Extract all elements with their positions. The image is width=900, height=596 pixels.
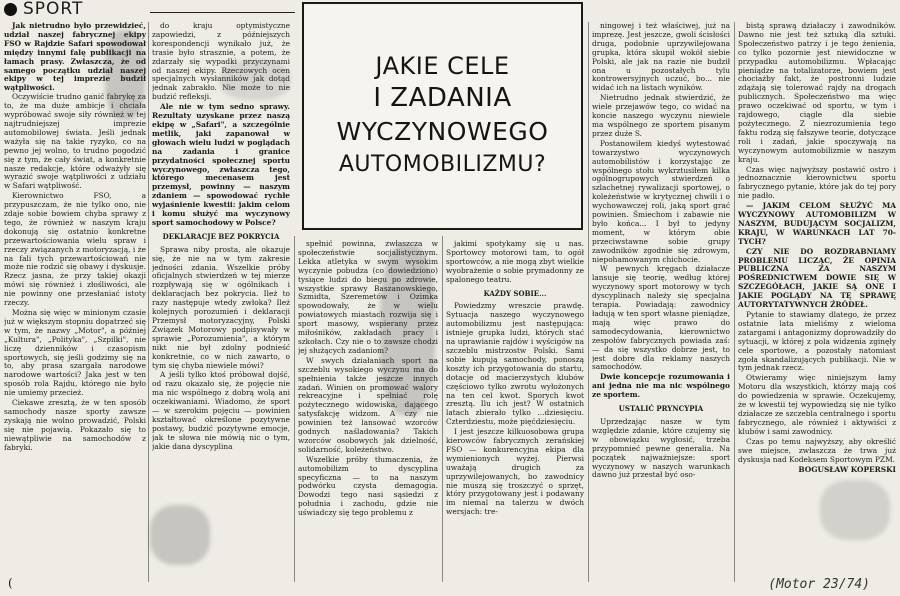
- column-divider: [588, 22, 589, 582]
- paragraph: spełnić powinna, zwłaszcza w społeczeństwie socjalistycznym. Lekka atletyka w swym wysokim wyczynie pobudza (co dowiedziono) tysiące ludzi do biegu po zdrowie, wszystkie sprawy Baszanowskiego, Szmidta, Szeremetów i Ozimka spowodowały, że w wielu powiatowych miastach rozwija się i sport masowy, wspierany przez miłośników, zakładach pracy i szkołach. Czy nie o to zawsze chodzi jej służących zadaniom?: [298, 240, 438, 355]
- paragraph: Ciekawe zresztą, że w ten sposób samochody nasze sporty zawsze zyskają nie wolno prowadzić, Polski się nie pojawią. Pokazało się to niewątpliwie na samochodów z fabryki.: [4, 398, 146, 452]
- paragraph: Oczywiście trudno ganić fabrykę za to, że ma duże ambicje i chciała wypróbować swoje siły również w tej najtrudniejszej imprezie automobilowej świata. Jeśli jednak ważyła się na takie ryzyko, co na pewno jej wolno, to trudno pogodzić się z tym, że cały świat, a konkretnie nasze redakcje, które odważyły się wyrazić swoje wątpliwości z udziału w Safari wątpliwość.: [4, 92, 146, 191]
- handwritten-source-note: (Motor 23/74): [768, 577, 870, 592]
- paragraph: W swych działaniach sport na szczeblu wysokiego wyczynu ma do spełnienia także jeszcze innych zadań. Winien on promować walory rekreacyjne i spełniać rolę pożytecznego widowiska, dającego satysfakcję widzom. A czy nie powinien też lansować wzorców godnych naśladowania? Takich wzorców osobowych jak dzielność, solidarność, koleżeństwo.: [298, 355, 438, 454]
- paragraph: Wszelkie próby tłumaczenia, że automobilizm to dyscyplina specyficzna — to na naszym podwórku czysta demagogia. Dowodzi tego nasi sąsiedzi z południa i zachodu, gdzie nie uświadczy się tego problemu z: [298, 454, 438, 518]
- question-paragraph: — JAKIM CELOM SŁUŻYĆ MA WYCZYNOWY AUTOMOBILIZM W NASZYM, BUDUJĄCYM SOCJALIZM, KRAJU, W WARUNKACH LAT 70-TYCH?: [738, 201, 896, 246]
- column-divider: [148, 22, 149, 582]
- scan-smudge: [150, 505, 210, 565]
- scan-smudge: [105, 30, 145, 120]
- lead-paragraph: Jak nietrudno było przewidzieć, udział naszej fabrycznej ekipy FSO w Rajdzie Safari spowodował między innymi falę publikacji na łamach prasy. Zwłaszcza, że od samego początku udział naszej ekipy w tej imprezie budził wątpliwości.: [4, 22, 146, 93]
- section-name: SPORT: [23, 0, 84, 19]
- headline-box: [302, 2, 583, 230]
- scan-smudge: [380, 245, 435, 415]
- column-divider: [442, 236, 443, 582]
- subheading: USTALIĆ PRYNCYPIA: [618, 404, 704, 414]
- headline-line-4: AUTOMOBILIZMU?: [338, 152, 547, 177]
- headline-line-3: WYCZYNOWEGO: [336, 117, 549, 146]
- paragraph: bistą sprawą działaczy i zawodników. Dawno nie jest też sztuką dla sztuki. Społeczeństwo patrzy i je tego żenienia, co tylko pozornie jest niewidoczne w przypadku automobilizmu. Wpłacając pieniądze na totalizatorze, bowiem jest chociażby fakt, że postronni ludzie zdążają się tolerować rajdy na drogach publicznych. Społeczeństwo ma więc prawo oczekiwać od sportu, w tym i rajdowego, ciągle dla siebie pożytecznego. Z niezrozumienia tego faktu rodzą się fałszywe teorie, dotyczące roli i zadań, jakie spoczywają na wyczynowym automobilizmie w naszym kraju.: [738, 22, 896, 164]
- paragraph: A jeśli tylko ktoś próbował dojść, od razu okazało się, że pojęcie nie ma nic wspólnego z dobrą wolą ani oczekiwaniami. Wiadomo, że sport — w szerokim pojęciu — powinien kształtować określone pozytywne postawy, budzić pozytywne emocje, jak te słowa nie mówią nic o tym, jakie dana dyscyplina: [152, 370, 290, 451]
- margin-mark: (: [8, 576, 13, 590]
- column-divider: [294, 236, 295, 582]
- bullet-icon: [4, 3, 17, 16]
- paragraph: Uprzedzając nasze w tym względzie zdanie, które czujemy się w obowiązku wygłosić, trzeba przypomnieć pewne generalia. Na początek najważniejsze: sport wyczynowy w naszych warunkach dawno już przestał być oso-: [592, 416, 730, 480]
- paragraph: Kierownictwo FSO, a przypuszczam, że nie tylko ono, nie zdaje sobie bowiem chyba sprawy z tego, że również w naszym kraju dokonują się ostatnio konkretne przewartościowania wielu spraw i rzeczy związanych z motoryzacją, i że na fali tych przewartościowań nie może nie rodzić się obawy i dyskusje. Rzecz jasna, że przy takiej okazji mówi się również i złośliwości, ale nie powinny one przesłaniać istoty rzeczy.: [4, 191, 146, 308]
- column-divider: [734, 22, 735, 582]
- paragraph: Postanowiłem kiedyś wytestować towarzystwo wyczynowych automobilistów i korzystając ze wspólnego stołu wykrztusiłem kilka ogólnogrupowych stwierdzeń o szlachetnej rywalizacji sportowej, o koleżeństwie w krytycznej chwili i o wychowawczej roli, jaką sport grać powinien. Śmiechom i zabawie nie było końca... I był to jedyny moment, w którym obie przeciwstawne sobie grupy zawodników zgodnie się zdrowym, niepohamowanym chichocie.: [592, 138, 730, 264]
- paragraph: jakimi spotykamy się u nas. Sportowcy motorowi tam, to ogół sportowców, a nie mogą zbyt wielkie wyobrażenie o sobie prymadonny ze spalonego teatru.: [446, 240, 584, 284]
- paragraph: Otwieramy więc niniejszym łamy Motoru dla wszystkich, którzy mają coś do powiedzenia w sprawie. Oczekujemy, że w kwestii tej wypowiedzą się nie tylko działacze ze szczebla centralnego i sportu fabrycznego, ale również i aktywiści z klubów i sami zawodnicy.: [738, 373, 896, 436]
- paragraph: Dwie koncepcje rozumowania i ani jedna nie ma nic wspólnego ze sportem.: [592, 372, 730, 400]
- article-column-4: [446, 240, 584, 575]
- paragraph: Pytanie to stawiamy dlatego, że przez ostatnie lata mieliśmy z wieloma zatargami i antagonizmy doprowadziły do sytuacji, w której z pola widzenia zginęły cele sportowe, a pozostały natomiast zgoła skandalizujących publikacji. Nie w tym jednak rzecz.: [738, 310, 896, 373]
- paragraph: I jest jeszcze kilkuosobowa grupa kierowców fabrycznych zerańskiej FSO — konkurencyjna ekipa dla wymienionych wyżej. Pierwsi uważają drugich za uprzywilejowanych, bo zawodnicy nie muszą się troszczyć o sprzęt, który przygotowany jest i podawany im niemal na talerzu w dwóch wersjach: tre-: [446, 427, 584, 517]
- subheading: DEKLARACJE BEZ POKRYCIA: [162, 231, 280, 241]
- paragraph: W pewnych kręgach działacze lansuje się teorię, według której wyczynowy sport motorowy w tych dyscyplinach należy się specjalna terapia. Powiadają: zawodnicy ładują w ten sport własne pieniądze, mają więc prawo do samodecydowania, kierownictwo zespołów fabrycznych powiada zaś: — da się wszystko dobrze jest, to jest dobre dla reklamy naszych samochodów.: [592, 264, 730, 372]
- paragraph: Można się więc w minionym czasie już w większym stopniu dopatrzeć się w tym, że nazwy „Motor", a później „Kultura", „Polityka", „Szpilki", nie liczę dzienników i czasopism sportowych, się jeśli godzimy się na to, aby prasa szargała narodowe narodowe wartości? Jaka jest w ten sposób rola Rajdu, którego nie było nie umiemy przecież.: [4, 308, 146, 398]
- paragraph: do kraju optymistyczne zapowiedzi, z późniejszych korespondencji wynikało już, że trasie było strasznie, a potem, że zdarzały się wypadki przyczynami od naszej ekipy. Rzeczowych ocen specjalnych wysłanników jak dotąd jednak zabrakło. Nie może to nie budzić refleksji.: [152, 22, 290, 102]
- question-paragraph: CZY NIE DO ROZDRABNIAMY PROBLEMU LICZĄC, ŻE OPINIA PUBLICZNA ZA NASZYM POŚREDNICTWEM DOWIE SIĘ W SZCZEGÓŁACH, JAKIE SĄ ONE I JAKIE POGLĄDY NA TĘ SPRAWĘ AUTORYTATYWNYCH ŹRÓDEŁ.: [738, 246, 896, 310]
- article-column-5: [592, 22, 730, 592]
- paragraph: Czas więc najwyższy postawić ostro i jednoznacznie kierownictwu sportu fabrycznego pytanie, które jak do tej pory nie padło.: [738, 164, 896, 201]
- paragraph: ningowej i też właściwej, już na imprezę. Jest jeszcze, gwoli ścisłości druga, podobnie uprzywilejowana grupka, która skupił wokół siebie Polski, ale jak na razie nie budził ona u pozostałych tylu kontrowersyjnych uczuć, bo... nie widać ich na listach wyników.: [592, 22, 730, 93]
- headline-line-1: JAKIE CELE: [375, 52, 510, 80]
- scan-smudge: [220, 60, 290, 100]
- section-rule: [150, 12, 295, 13]
- paragraph: Nietrudno jednak stwierdzić, że wiele przejawów tego, co widać na koncie naszego wyczynu niewiele ma wspólnego ze sportem pisanym przez duże S.: [592, 93, 730, 138]
- section-header: [4, 0, 144, 18]
- headline-line-2: I ZADANIA: [373, 83, 512, 113]
- author-signature: BOGUSŁAW KOPERSKI: [798, 465, 896, 475]
- paragraph: Ale nie w tym sedno sprawy. Rezultaty uzyskane przez naszą ekipę w „Safari", a szczególnie metlik, jaki zapanował w głowach wielu ludzi w poglądach na zadania i granice przydatności społecznej sportu wyczynowego, zwłaszcza tego, którego mecenasem jest przemysł, powinny — naszym zdaniem — spowodować rychłe wyjaśnienie kwestii: jakim celom i komu służyć ma wyczynowy sport samochodowy w Polsce?: [152, 102, 290, 227]
- scan-smudge: [820, 480, 890, 540]
- subheading: KAŻDY SOBIE...: [483, 288, 547, 298]
- paragraph: Czas po temu najwyższy, aby określić swe miejsce, zwłaszcza że trwa już dyskusja nad Kodeksem Sportowym PZM.: [738, 436, 896, 464]
- paragraph: Sprawa niby prosta, ale okazuje się, że nie na w tym zakresie jedności zdania. Wszelkie próby oficjalnych stwierdzeń w tej mierze rozpływają się w ogólnikach i deklaracjach bez pokrycia. Ileż to razy następuje wtedy zwłoka? Ileż kolejnych porozumień i deklaracji Przemysł motoryzacyjny, Polski Związek Motorowy podpisywały w sprawie „Porozumienia", a którym nikt nie był zdolny podnieść konkretnie, co w nich zawarto, o tym się chyba niewiele mówi?: [152, 244, 290, 370]
- paragraph: Powiedzmy wreszcie prawdę. Sytuacja naszego wyczynowego automobilizmu jest następująca: istnieje grupka ludzi, których stać na uprawianie rajdów i wyścigów na szczeblu mistrzostw Polski. Sami sobie kupują samochody, ponoszą koszty ich przygotowania do startu, dotacje od macierzystych klubów częściowo tylko zwrotu wyłożonych na ten cel kwot. Sporych kwot zresztą. Ilu ich jest? W ostatnich latach zbierało tylko ...dziesięciu. Czterdziestu, może pięćdziesięciu.: [446, 301, 584, 427]
